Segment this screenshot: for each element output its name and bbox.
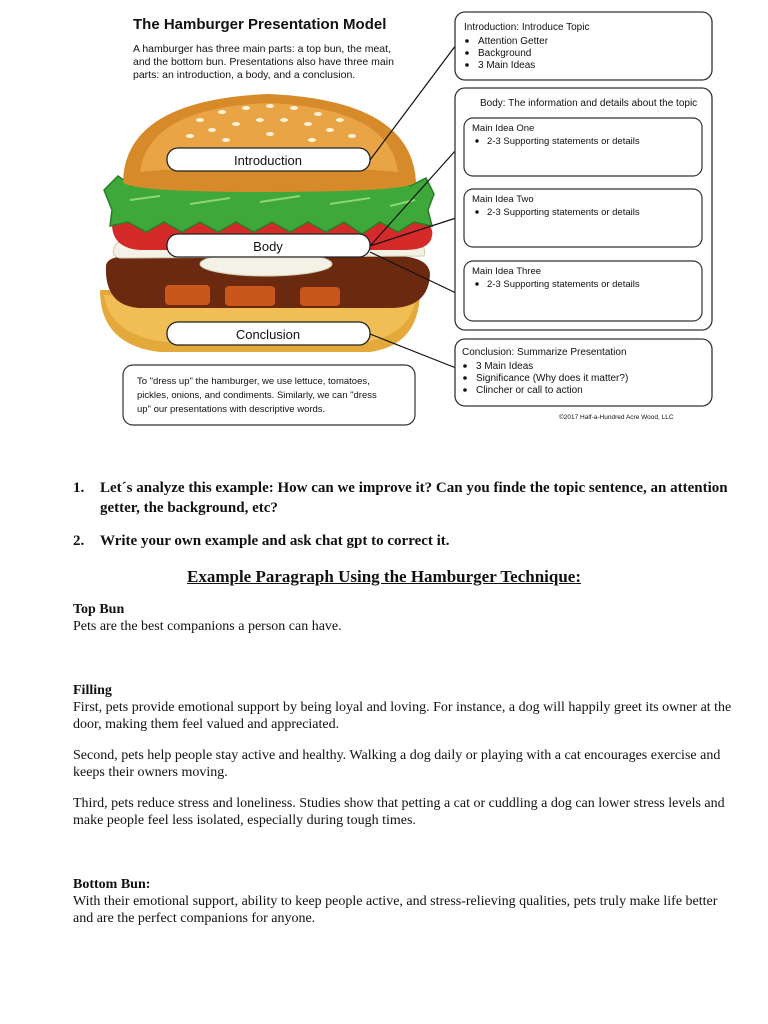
main-idea-one-bullet: 2-3 Supporting statements or details bbox=[487, 136, 640, 147]
figure-intro-line-3: parts: an introduction, a body, and a conclusion. bbox=[133, 69, 356, 81]
question-text: Let´s analyze this example: How can we improve it? Can you finde the topic sentence, an attention getter, the background, etc? bbox=[100, 480, 728, 516]
question-item-1 bbox=[73, 478, 733, 518]
bottom-bun-heading: Bottom Bun: bbox=[73, 877, 151, 892]
question-item-2 bbox=[73, 531, 733, 551]
introduction-pill-label: Introduction bbox=[234, 153, 302, 168]
dress-up-line-2: pickles, onions, and condiments. Similarly, we can "dress bbox=[137, 390, 377, 401]
question-number: 1. bbox=[73, 480, 85, 496]
introduction-bullet-1: Attention Getter bbox=[478, 36, 549, 47]
main-idea-two-bullet: 2-3 Supporting statements or details bbox=[487, 207, 640, 218]
top-bun-heading: Top Bun bbox=[73, 602, 125, 617]
introduction-box-title: Introduction: Introduce Topic bbox=[464, 22, 590, 33]
main-idea-three-bullet: 2-3 Supporting statements or details bbox=[487, 279, 640, 290]
example-title: Example Paragraph Using the Hamburger Technique: bbox=[186, 567, 582, 586]
top-bun-section bbox=[73, 602, 733, 635]
hamburger-diagram bbox=[0, 0, 768, 440]
main-idea-one-bullet-dot bbox=[475, 139, 478, 142]
bottom-bun-section bbox=[73, 877, 733, 927]
figure-intro-line-2: and the bottom bun. Presentations also have three main bbox=[133, 56, 394, 68]
question-number: 2. bbox=[73, 533, 85, 549]
hamburger-model-figure bbox=[0, 0, 768, 440]
main-idea-two-bullet-dot bbox=[475, 210, 478, 213]
filling-paragraph-1: First, pets provide emotional support by being loyal and loving. For instance, a dog will happily greet its owner at the door, making them feel valued and appreciated. bbox=[73, 700, 732, 732]
introduction-bullet-2: Background bbox=[478, 48, 532, 59]
copyright-note: ©2017 Half-a-Hundred Acre Wood, LLC bbox=[559, 414, 674, 421]
question-text: Write your own example and ask chat gpt to correct it. bbox=[100, 533, 450, 549]
patty-spot-2 bbox=[225, 286, 275, 306]
conclusion-bullet-2: Significance (Why does it matter?) bbox=[476, 373, 629, 384]
main-idea-three-title: Main Idea Three bbox=[472, 266, 542, 277]
question-list bbox=[73, 478, 733, 564]
dress-up-line-1: To "dress up" the hamburger, we use lettuce, tomatoes, bbox=[137, 376, 370, 387]
conclusion-pill-label: Conclusion bbox=[235, 327, 301, 342]
filling-paragraph-3: Third, pets reduce stress and loneliness. Studies show that petting a cat or cuddling a dog can lower stress levels and make people feel less isolated, especially during tough times. bbox=[73, 796, 725, 828]
filling-section bbox=[73, 683, 733, 829]
patty-spot-1 bbox=[165, 285, 210, 305]
main-idea-three-bullet-dot bbox=[475, 282, 478, 285]
main-idea-two-title: Main Idea Two bbox=[472, 194, 534, 205]
main-idea-one-title: Main Idea One bbox=[472, 123, 535, 134]
body-box-title: Body: The information and details about the topic bbox=[480, 98, 698, 109]
filling-heading: Filling bbox=[73, 683, 112, 698]
body-pill-label: Body bbox=[253, 239, 283, 254]
conclusion-box-title: Conclusion: Summarize Presentation bbox=[462, 347, 627, 358]
filling-paragraph-2: Second, pets help people stay active and healthy. Walking a dog daily or playing with a cat encourages exercise and keeps their owners moving. bbox=[73, 748, 721, 780]
bottom-bun-text: With their emotional support, ability to keep people active, and stress-relieving qualities, pets truly make life better and are the perfect companions for anyone. bbox=[73, 894, 718, 926]
conclusion-bullet-3: Clincher or call to action bbox=[476, 385, 583, 396]
burger-illustration bbox=[100, 94, 434, 352]
top-bun-text: Pets are the best companions a person can have. bbox=[73, 619, 342, 634]
dress-up-line-3: up" our presentations with descriptive words. bbox=[137, 404, 326, 415]
patty-spot-3 bbox=[300, 287, 340, 306]
figure-title: The Hamburger Presentation Model bbox=[133, 16, 387, 33]
conclusion-bullet-1: 3 Main Ideas bbox=[476, 361, 534, 372]
figure-intro-line-1: A hamburger has three main parts: a top bun, the meat, bbox=[133, 43, 391, 55]
introduction-bullet-3: 3 Main Ideas bbox=[478, 60, 536, 71]
